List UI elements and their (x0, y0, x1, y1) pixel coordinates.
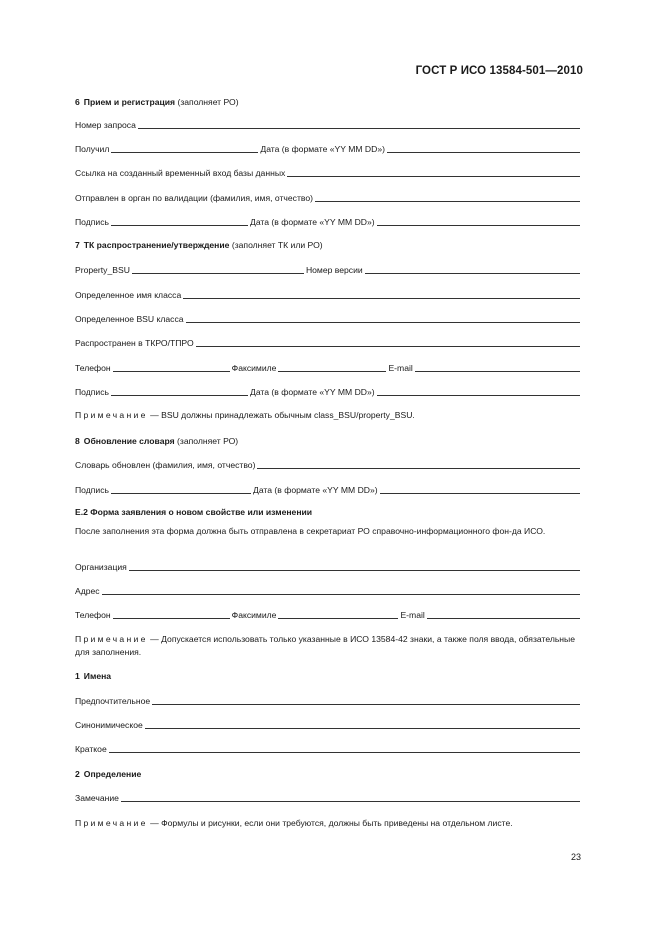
short-name-field[interactable] (109, 743, 580, 753)
field-label: Property_BSU (75, 265, 130, 275)
field-label: Подпись (75, 217, 110, 227)
section-1-heading (75, 671, 111, 681)
section-6-heading (75, 97, 239, 107)
address-row (75, 585, 580, 597)
section-e2-heading (75, 507, 312, 517)
property-bsu-field[interactable] (132, 264, 304, 274)
received-row (75, 143, 580, 155)
note-label: Примечание (75, 634, 148, 644)
request-number-field[interactable] (138, 119, 580, 129)
note-7 (75, 409, 580, 422)
field-label: Получил (75, 144, 110, 154)
field-label: Определенное BSU класса (75, 314, 184, 324)
sent-to-field[interactable] (315, 192, 580, 202)
signature-field[interactable] (111, 386, 248, 396)
page-number: 23 (570, 852, 581, 862)
field-label: Организация (75, 562, 127, 572)
field-label: Дата (в формате «YY MM DD») (260, 144, 385, 154)
signature-row-7 (75, 386, 580, 398)
section-number: 1 (75, 671, 80, 681)
preferred-name-field[interactable] (152, 695, 580, 705)
remark-row (75, 792, 580, 804)
signature-date-field[interactable] (377, 386, 580, 396)
sent-to-row (75, 192, 580, 204)
section-title: Е.2 Форма заявления о новом свойстве или изменении (75, 507, 313, 517)
section-suffix: (заполняет РО) (177, 97, 239, 107)
phone-field[interactable] (113, 362, 230, 372)
field-label: E-mail (400, 610, 425, 620)
field-label: Факсимиле (231, 610, 277, 620)
field-label: Факсимиле (231, 363, 277, 373)
distributed-field[interactable] (196, 337, 580, 347)
section-title: Имена (83, 671, 112, 681)
contacts-row-7 (75, 362, 580, 374)
intro-paragraph: После заполнения эта форма должна быть отправлена в секретариат РО справочно-информационного фон-да ИСО. (75, 526, 546, 536)
field-label: Телефон (75, 363, 111, 373)
dictionary-updated-field[interactable] (257, 459, 580, 469)
field-label: Отправлен в орган по валидации (фамилия, имя, отчество) (75, 193, 314, 203)
section-7-heading (75, 240, 323, 250)
field-label: Определенное имя класса (75, 290, 182, 300)
signature-field[interactable] (111, 484, 251, 494)
note-text: — Допускается использовать только указанные в ИСО 13584-42 знаки, а также поля ввода, обязательные для заполнения. (75, 634, 576, 657)
address-field[interactable] (102, 585, 580, 595)
note-label: Примечание (75, 410, 148, 420)
bsu-class-row (75, 313, 580, 325)
fax-field[interactable] (278, 609, 398, 619)
signature-row-8 (75, 484, 580, 496)
section-8-heading (75, 436, 238, 446)
received-date-field[interactable] (387, 143, 580, 153)
note-text: — BSU должны принадлежать обычным class_BSU/property_BSU. (147, 410, 415, 420)
dictionary-updated-row (75, 459, 580, 471)
signature-date-field[interactable] (380, 484, 580, 494)
field-label: Краткое (75, 744, 107, 754)
email-field[interactable] (427, 609, 580, 619)
section-suffix: (заполняет РО) (177, 436, 239, 446)
section-suffix: (заполняет ТК или РО) (231, 240, 323, 250)
field-label: Предпочтительное (75, 696, 151, 706)
synonymous-name-row (75, 719, 580, 731)
signature-row-6 (75, 216, 580, 228)
field-label: Синонимическое (75, 720, 143, 730)
fax-field[interactable] (278, 362, 386, 372)
note-2 (75, 817, 580, 830)
field-label: Замечание (75, 793, 119, 803)
section-title: Обновление словаря (83, 436, 175, 446)
section-title: ТК распространение/утверждение (83, 240, 230, 250)
section-number: 6 (75, 97, 80, 107)
section-title: Определение (83, 769, 142, 779)
contacts-row-e2 (75, 609, 580, 621)
field-label: Распространен в ТКРО/ТПРО (75, 338, 194, 348)
email-field[interactable] (415, 362, 580, 372)
signature-date-field[interactable] (377, 216, 580, 226)
section-number: 2 (75, 769, 80, 779)
field-label: Дата (в формате «YY MM DD») (250, 387, 375, 397)
db-link-row (75, 167, 580, 179)
class-name-row (75, 289, 580, 301)
received-field[interactable] (111, 143, 258, 153)
version-field[interactable] (365, 264, 580, 274)
section-2-heading (75, 769, 141, 779)
field-label: Дата (в формате «YY MM DD») (253, 485, 378, 495)
section-number: 7 (75, 240, 80, 250)
class-name-field[interactable] (183, 289, 580, 299)
field-label: Адрес (75, 586, 100, 596)
distributed-row (75, 337, 580, 349)
field-label: Подпись (75, 485, 110, 495)
field-label: Словарь обновлен (фамилия, имя, отчество) (75, 460, 256, 470)
note-text: — Формулы и рисунки, если они требуются, должны быть приведены на отдельном листе. (147, 818, 513, 828)
signature-field[interactable] (111, 216, 248, 226)
organization-row (75, 561, 580, 573)
organization-field[interactable] (129, 561, 580, 571)
field-label: Номер версии (305, 265, 363, 275)
field-label: Номер запроса (75, 120, 136, 130)
bsu-class-field[interactable] (186, 313, 580, 323)
note-label: Примечание (75, 818, 148, 828)
note-e2 (75, 633, 580, 659)
field-label: E-mail (388, 363, 413, 373)
phone-field[interactable] (113, 609, 230, 619)
field-label: Подпись (75, 387, 110, 397)
field-label: Дата (в формате «YY MM DD») (250, 217, 375, 227)
preferred-name-row (75, 695, 580, 707)
document-header: ГОСТ Р ИСО 13584-501—2010 (415, 65, 583, 77)
property-bsu-row (75, 264, 580, 276)
request-number-row (75, 119, 580, 131)
field-label: Телефон (75, 610, 111, 620)
db-link-field[interactable] (287, 167, 580, 177)
short-name-row (75, 743, 580, 755)
remark-field[interactable] (121, 792, 580, 802)
synonymous-name-field[interactable] (145, 719, 580, 729)
section-title: Прием и регистрация (83, 97, 176, 107)
section-number: 8 (75, 436, 80, 446)
field-label: Ссылка на созданный временный вход базы данных (75, 168, 286, 178)
